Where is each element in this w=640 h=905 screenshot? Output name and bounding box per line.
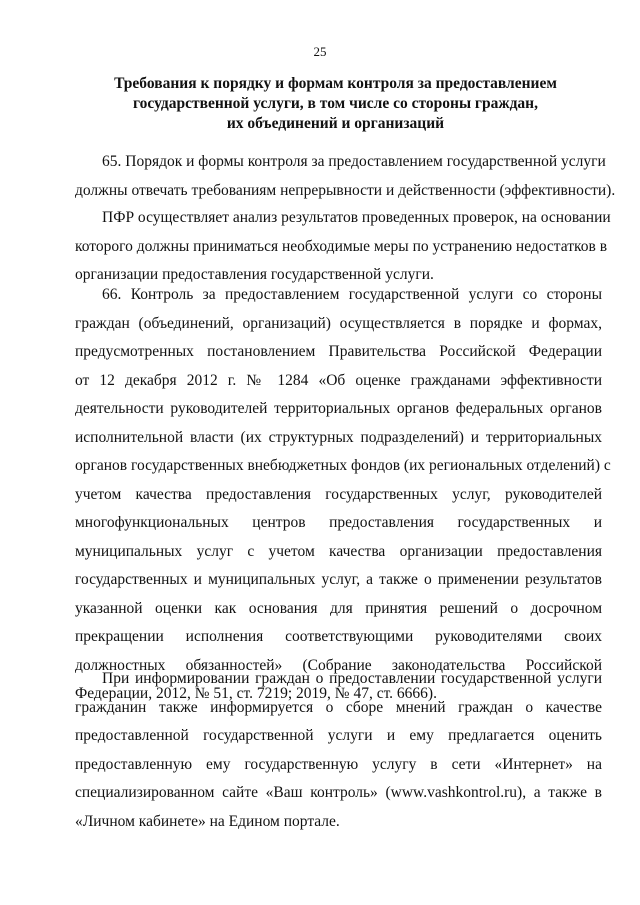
page-number: 25	[313, 44, 327, 59]
text-line: от 12 декабря 2012 г. № 1284 «Об оценке гражданами эффективности	[75, 371, 602, 389]
paragraph-pfr	[75, 204, 611, 290]
paragraph-informing	[75, 665, 602, 836]
heading-line: Требования к порядку и формам контроля за предоставлением	[114, 75, 557, 92]
text-line: ПФР осуществляет анализ результатов проведенных проверок, на основании	[102, 209, 611, 226]
text-line: специализированном сайте «Ваш контроль» (www.vashkontrol.ru), а также в	[75, 784, 602, 801]
heading-line: их объединений и организаций	[226, 115, 445, 132]
text-line: При информировании граждан о предоставлении государственной услуги	[102, 670, 602, 687]
text-line: государственных и муниципальных услуг, а также о применении результатов	[75, 571, 602, 588]
text-line: предусмотренных постановлением Правительства Российской Федерации	[75, 343, 602, 360]
text-line: предоставленную ему государственную услугу в сети «Интернет» на	[75, 755, 602, 773]
text-line: Федерации, 2012, № 51, ст. 7219; 2019, № 47, ст. 6666).	[75, 685, 437, 702]
text-line: должны отвечать требованиям непрерывности и действенности (эффективности).	[75, 181, 616, 199]
heading-line: государственной услуги, в том числе со стороны граждан,	[133, 95, 538, 112]
text-line: 65. Порядок и формы контроля за предоставлением государственной услуги	[102, 153, 606, 170]
paragraph-65	[75, 148, 616, 205]
text-line: организации предоставления государственной услуги.	[75, 266, 434, 283]
text-line: учетом качества предоставления государственных услуг, руководителей	[75, 485, 602, 503]
text-line: исполнительной власти (их структурных подразделений) и территориальных	[75, 428, 602, 446]
text-line: муниципальных услуг с учетом качества организации предоставления	[75, 542, 602, 560]
text-line: прекращении исполнения соответствующими руководителями своих	[75, 628, 602, 645]
text-line: органов государственных внебюджетных фондов (их региональных отделений) с	[75, 457, 611, 474]
text-line: которого должны приниматься необходимые меры по устранению недостатков в	[75, 237, 608, 255]
text-line: должностных обязанностей» (Собрание законодательства Российской	[75, 656, 602, 674]
section-heading	[70, 74, 601, 134]
text-line: деятельности руководителей территориальных органов федеральных органов	[75, 400, 602, 417]
text-line: предоставленной государственной услуги и ему предлагается оценить	[75, 727, 602, 744]
text-line: 66. Контроль за предоставлением государственной услуги со стороны	[102, 286, 602, 303]
paragraph-66	[75, 281, 611, 709]
text-line: «Личном кабинете» на Едином портале.	[75, 812, 340, 830]
text-line: граждан (объединений, организаций) осуществляется в порядке и формах,	[75, 314, 602, 332]
text-line: многофункциональных центров предоставления государственных и	[75, 514, 602, 531]
text-line: указанной оценки как основания для принятия решений о досрочном	[75, 599, 602, 617]
text-line: гражданин также информируется о сборе мнений граждан о качестве	[75, 698, 602, 716]
